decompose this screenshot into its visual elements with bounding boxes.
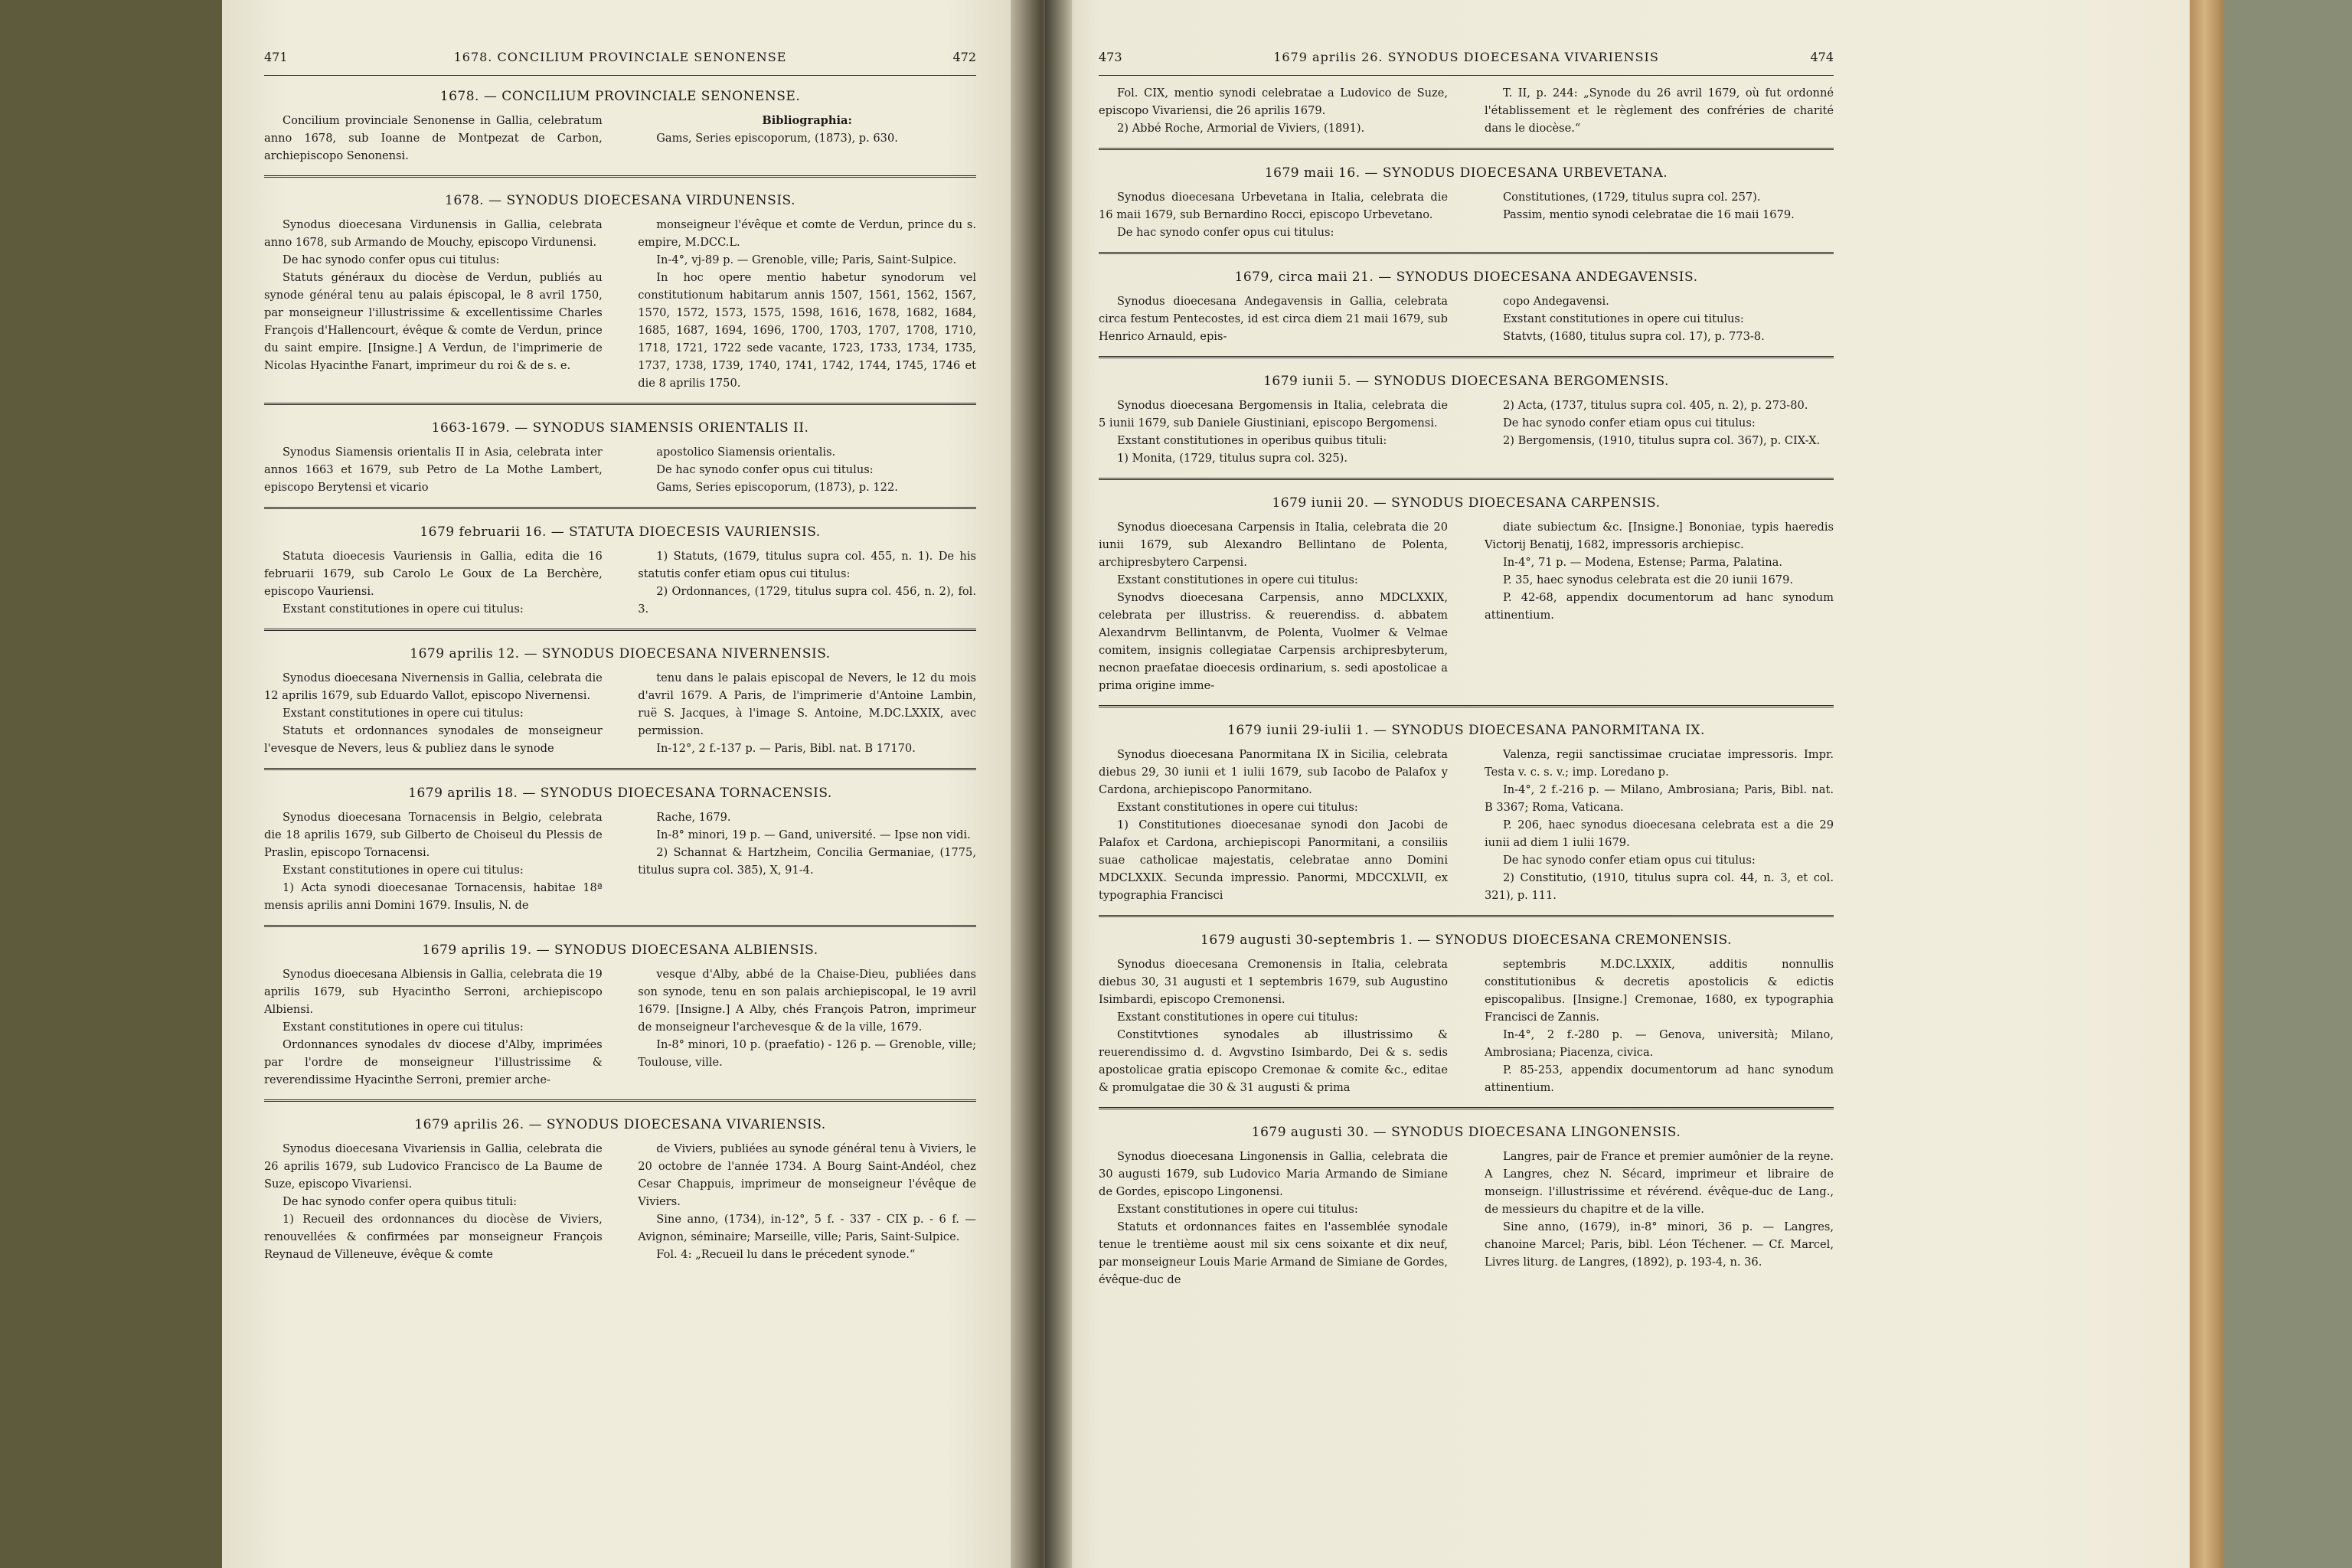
entry-heading: 1679 augusti 30. — SYNODUS DIOECESANA LINGONENSIS. <box>1251 1125 1681 1140</box>
entry-columns <box>264 808 976 914</box>
paragraph: In-4°, 2 f.-216 p. — Milano, Ambrosiana; Paris, Bibl. nat. B 3367; Roma, Vaticana. <box>1485 783 1834 814</box>
entry-columns <box>1099 292 1834 345</box>
paragraph: 2) Bergomensis, (1910, titulus supra col. 367), p. CIX-X. <box>1503 434 1821 447</box>
synod-entry <box>1099 478 1834 697</box>
entry-heading: 1663-1679. — SYNODUS SIAMENSIS ORIENTALIS II. <box>431 420 809 436</box>
paragraph: Constitvtiones synodales ab illustrissimo & reuerendissimo d. d. Avgvstino Isimbardo, Dei & s. sedis apostolicae gratia episcopo Cremonae & comite &c., editae & promulgatae die 30 & 31 augusti & prima <box>1099 1028 1448 1094</box>
entry-columns <box>1099 746 1834 904</box>
paragraph: Synodus dioecesana Cremonensis in Italia, celebrata diebus 30, 31 augusti et 1 septembris 1679, sub Augustino Isimbardi, episcopo Cremonensi. <box>1099 958 1448 1006</box>
page-edges <box>2190 0 2223 1568</box>
text-column <box>638 1140 976 1263</box>
header-rule <box>1099 75 1834 76</box>
paragraph: 2) Abbé Roche, Armorial de Viviers, (1891). <box>1117 122 1365 135</box>
paragraph: Gams, Series episcoporum, (1873), p. 122. <box>656 481 898 494</box>
synod-entry <box>264 629 976 760</box>
synod-entry <box>264 403 976 499</box>
text-column <box>1485 956 1834 1096</box>
paragraph: Synodus dioecesana Andegavensis in Gallia, celebrata circa festum Pentecostes, id est circa diem 21 maii 1679, sub Henrico Arnauld, epis- <box>1099 295 1448 343</box>
entry-columns <box>264 1140 976 1263</box>
text-column <box>638 216 976 392</box>
text-column <box>638 808 976 914</box>
paragraph: Statvts, (1680, titulus supra col. 17), p. 773-8. <box>1503 330 1765 343</box>
paragraph: 1) Constitutiones dioecesanae synodi don Jacobi de Palafox et Cardona, archiepiscopi Panormitani, a consiliis suae catholicae majestatis, celebratae anno Domini MDCLXXIX. Secunda impressio. Panormi, MDCCXLVII, ex typographia Francisci <box>1099 818 1448 902</box>
right-entries <box>1099 80 1834 1292</box>
paragraph: Rache, 1679. <box>656 811 731 824</box>
entry-heading: 1679, circa maii 21. — SYNODUS DIOECESANA ANDEGAVENSIS. <box>1234 270 1698 285</box>
text-column <box>1485 1148 1834 1289</box>
running-title: 1679 aprilis 26. SYNODUS DIOECESANA VIVARIENSIS <box>1273 50 1659 64</box>
synod-entry <box>1099 1107 1834 1292</box>
paragraph: diate subiectum &c. [Insigne.] Bononiae, typis haeredis Victorij Benatij, 1682, impressoris archiepisc. <box>1485 521 1834 551</box>
paragraph: Passim, mentio synodi celebratae die 16 maii 1679. <box>1503 208 1795 221</box>
paragraph: Exstant constitutiones in operibus quibus tituli: <box>1117 434 1387 447</box>
entry-heading: 1679 aprilis 26. — SYNODUS DIOECESANA VIVARIENSIS. <box>414 1117 826 1132</box>
paragraph: Synodvs dioecesana Carpensis, anno MDCLXXIX, celebrata per illustriss. & reuerendiss. d. abbatem Alexandrvm Bellintanvm, de Polenta, Vuolmer & Velmae comitem, insignis collegiatae Carpensis archipresbyterum, necnon praefatae dioecesis ordinarium, s. sedi apostolicae a prima origine imme- <box>1099 591 1448 692</box>
synod-entry <box>264 768 976 917</box>
text-column <box>1099 292 1448 345</box>
synod-entry <box>1099 356 1834 470</box>
paragraph: P. 85-253, appendix documentorum ad hanc synodum attinentium. <box>1485 1063 1834 1094</box>
text-column <box>264 216 603 392</box>
paragraph: de Viviers, publiées au synode général tenu à Viviers, le 20 octobre de l'année 1734. A Bourg Saint-Andéol, chez Cesar Chappuis, imprimeur de monseigneur l'évêque de Viviers. <box>638 1142 976 1208</box>
paragraph: Fol. CIX, mentio synodi celebratae a Ludovico de Suze, episcopo Vivariensi, die 26 aprilis 1679. <box>1099 87 1448 117</box>
paragraph: Exstant constitutiones in opere cui titulus: <box>1117 1011 1358 1024</box>
synod-entry <box>1099 915 1834 1099</box>
paragraph: Gams, Series episcoporum, (1873), p. 630. <box>656 132 898 145</box>
paragraph: In-4°, vj-89 p. — Grenoble, ville; Paris, Saint-Sulpice. <box>656 253 957 266</box>
entry-heading: 1678. — SYNODUS DIOECESANA VIRDUNENSIS. <box>445 193 795 208</box>
paragraph: Concilium provinciale Senonense in Gallia, celebratum anno 1678, sub Ioanne de Montpezat de Carbon, archiepiscopo Senonensi. <box>264 114 603 162</box>
paragraph: 2) Ordonnances, (1729, titulus supra col. 456, n. 2), fol. 3. <box>638 585 976 616</box>
synod-entry <box>264 507 976 621</box>
background-left <box>0 0 253 1568</box>
entry-columns <box>264 112 976 165</box>
paragraph: Fol. 4: „Recueil lu dans le précedent synode.“ <box>656 1248 916 1261</box>
paragraph: Valenza, regii sanctissimae cruciatae impressoris. Impr. Testa v. c. s. v.; imp. Loredano p. <box>1485 748 1834 779</box>
text-column <box>264 443 603 496</box>
paragraph: Sine anno, (1734), in-12°, 5 f. - 337 - CIX p. - 6 f. — Avignon, séminaire; Marseille, ville; Paris, Saint-Sulpice. <box>638 1213 976 1243</box>
text-column <box>1485 746 1834 904</box>
paragraph: In-12°, 2 f.-137 p. — Paris, Bibl. nat. B 17170. <box>656 742 916 755</box>
paragraph: Exstant constitutiones in opere cui titulus: <box>1117 1203 1358 1216</box>
page-number-474: 474 <box>1810 50 1834 64</box>
synod-entry <box>1099 705 1834 907</box>
paragraph: Statuta dioecesis Vauriensis in Gallia, edita die 16 februarii 1679, sub Carolo Le Goux de La Berchère, episcopo Vauriensi. <box>264 550 603 598</box>
entry-heading: 1679 aprilis 18. — SYNODUS DIOECESANA TORNACENSIS. <box>408 786 832 801</box>
entry-heading: 1679 iunii 5. — SYNODUS DIOECESANA BERGOMENSIS. <box>1263 374 1669 389</box>
text-column <box>1099 397 1448 467</box>
page-number-471: 471 <box>264 50 288 64</box>
text-column <box>1099 956 1448 1096</box>
right-page <box>1053 0 2190 1568</box>
paragraph: Statuts généraux du diocèse de Verdun, publiés au synode général tenu au palais épiscopal, le 8 avril 1750, par monseigneur l'illustrissime & excellentissime Charles François d'Hallencourt, évêque & comte de Verdun, prince du saint empire. [Insigne.] A Verdun, de l'imprimerie de Nicolas Hyacinthe Fanart, imprimeur du roi & de s. e. <box>264 271 603 372</box>
gutter-shadow <box>1045 0 1076 1568</box>
paragraph: septembris M.DC.LXXIX, additis nonnullis constitutionibus & decretis apostolicis & edictis episcopalibus. [Insigne.] Cremonae, 1680, ex typographia Francisci de Zannis. <box>1485 958 1834 1024</box>
entry-heading: 1679 aprilis 12. — SYNODUS DIOECESANA NIVERNENSIS. <box>410 646 831 662</box>
text-column <box>638 965 976 1089</box>
paragraph: In-4°, 2 f.-280 p. — Genova, università; Milano, Ambrosiana; Piacenza, civica. <box>1485 1028 1834 1059</box>
paragraph: De hac synodo confer opus cui titulus: <box>656 463 874 476</box>
paragraph: Exstant constitutiones in opere cui titulus: <box>283 864 524 877</box>
paragraph: Langres, pair de France et premier aumônier de la reyne. A Langres, chez N. Sécard, imprimeur et libraire de monseign. l'illustrissime et révérend. évêque-duc de Lang., de messieurs du chapitre et de la ville. <box>1485 1150 1834 1216</box>
entry-heading: 1679 augusti 30-septembris 1. — SYNODUS DIOECESANA CREMONENSIS. <box>1200 933 1732 948</box>
synod-entry <box>1099 80 1834 140</box>
running-head-left <box>264 50 976 73</box>
paragraph: tenu dans le palais episcopal de Nevers, le 12 du mois d'avril 1679. A Paris, de l'imprimerie d'Antoine Lambin, ruë S. Jacques, à l'image S. Antoine, M.DC.LXXIX, avec permission. <box>638 671 976 737</box>
paragraph: Synodus dioecesana Lingonensis in Gallia, celebrata die 30 augusti 1679, sub Ludovico Maria Armando de Simiane de Gordes, episcopo Lingonensi. <box>1099 1150 1448 1198</box>
running-title: 1678. CONCILIUM PROVINCIALE SENONENSE <box>453 50 787 64</box>
entry-columns <box>1099 956 1834 1096</box>
synod-entry <box>264 80 976 168</box>
text-column <box>1485 397 1834 467</box>
paragraph: Sine anno, (1679), in-8° minori, 36 p. — Langres, chanoine Marcel; Paris, bibl. Léon Téchener. — Cf. Marcel, Livres liturg. de Langres, (1892), p. 193-4, n. 36. <box>1485 1220 1834 1269</box>
entry-heading: 1679 februarii 16. — STATUTA DIOECESIS VAURIENSIS. <box>420 524 821 540</box>
paragraph: Exstant constitutiones in opere cui titulus: <box>283 603 524 616</box>
paragraph: Synodus dioecesana Vivariensis in Gallia, celebrata die 26 aprilis 1679, sub Ludovico Francisco de La Baume de Suze, episcopo Vivariensi. <box>264 1142 603 1191</box>
paragraph: 2) Acta, (1737, titulus supra col. 405, n. 2), p. 273-80. <box>1503 399 1808 412</box>
synod-entry <box>1099 252 1834 348</box>
paragraph: P. 206, haec synodus dioecesana celebrata est a die 29 iunii ad diem 1 iulii 1679. <box>1485 818 1834 849</box>
paragraph: Synodus dioecesana Albiensis in Gallia, celebrata die 19 aprilis 1679, sub Hyacintho Serroni, archiepiscopo Albiensi. <box>264 968 603 1016</box>
paragraph: Constitutiones, (1729, titulus supra col. 257). <box>1503 191 1761 204</box>
text-column <box>1485 188 1834 241</box>
text-column <box>638 547 976 618</box>
text-column <box>1485 518 1834 694</box>
entry-heading: 1679 iunii 29-iulii 1. — SYNODUS DIOECESANA PANORMITANA IX. <box>1227 723 1705 738</box>
paragraph: copo Andegavensi. <box>1503 295 1609 308</box>
entry-columns <box>1099 1148 1834 1289</box>
left-entries <box>264 80 976 1266</box>
paragraph: 1) Statuts, (1679, titulus supra col. 455, n. 1). De his statutis confer etiam opus cui titulus: <box>638 550 976 580</box>
paragraph: monseigneur l'évêque et comte de Verdun, prince du s. empire, M.DCC.L. <box>638 218 976 249</box>
paragraph: Statuts et ordonnances synodales de monseigneur l'evesque de Nevers, leus & publiez dans le synode <box>264 724 603 755</box>
paragraph: De hac synodo confer etiam opus cui titulus: <box>1503 854 1756 867</box>
paragraph: vesque d'Alby, abbé de la Chaise-Dieu, publiées dans son synode, tenu en son palais archiepiscopal, le 19 avril 1679. [Insigne.] A Alby, chés François Patron, imprimeur de monseigneur l'archevesque & de la ville, 1679. <box>638 968 976 1034</box>
entry-columns <box>264 216 976 392</box>
paragraph: In-4°, 71 p. — Modena, Estense; Parma, Palatina. <box>1503 556 1782 569</box>
entry-columns <box>1099 518 1834 694</box>
paragraph: In-8° minori, 10 p. (praefatio) - 126 p. — Grenoble, ville; Toulouse, ville. <box>638 1038 976 1069</box>
entry-heading: 1679 maii 16. — SYNODUS DIOECESANA URBEVETANA. <box>1264 165 1668 181</box>
paragraph: De hac synodo confer opera quibus tituli: <box>283 1195 517 1208</box>
paragraph: In hoc opere mentio habetur synodorum vel constitutionum habitarum annis 1507, 1561, 1562, 1567, 1570, 1572, 1573, 1575, 1598, 1616, 1678, 1682, 1684, 1685, 1687, 1694, 1696, 1700, 1703, 1707, 1708, 1710, 1718, 1721, 1722 sede vacante, 1723, 1733, 1734, 1735, 1737, 1738, 1739, 1740, 1741, 1742, 1744, 1745, 1746 et die 8 aprilis 1750. <box>638 271 976 390</box>
paragraph: 2) Constitutio, (1910, titulus supra col. 44, n. 3, et col. 321), p. 111. <box>1485 871 1834 902</box>
entry-columns <box>264 965 976 1089</box>
entry-columns <box>1099 84 1834 137</box>
header-rule <box>264 75 976 76</box>
paragraph: In-8° minori, 19 p. — Gand, université. — Ipse non vidi. <box>656 828 971 841</box>
synod-entry <box>1099 148 1834 244</box>
entry-columns <box>1099 397 1834 467</box>
entry-columns <box>264 669 976 757</box>
text-column <box>638 669 976 757</box>
paragraph: 1) Monita, (1729, titulus supra col. 325). <box>1117 452 1348 465</box>
entry-heading: 1678. — CONCILIUM PROVINCIALE SENONENSE. <box>439 89 801 104</box>
text-column <box>1099 518 1448 694</box>
text-column <box>264 1140 603 1263</box>
entry-columns <box>264 443 976 496</box>
page-number-472: 472 <box>952 50 976 64</box>
synod-entry <box>264 925 976 1092</box>
paragraph: Synodus dioecesana Nivernensis in Gallia, celebrata die 12 aprilis 1679, sub Eduardo Vallot, episcopo Nivernensi. <box>264 671 603 702</box>
text-column <box>264 547 603 618</box>
left-page <box>222 0 1026 1568</box>
entry-columns <box>264 547 976 618</box>
paragraph: Statuts et ordonnances faites en l'assemblée synodale tenue le trentième aoust mil six cens soixante et dix neuf, par monseigneur Louis Marie Armand de Simiane de Gordes, évêque-duc de <box>1099 1220 1448 1286</box>
paragraph: P. 42-68, appendix documentorum ad hanc synodum attinentium. <box>1485 591 1834 622</box>
paragraph: 1) Recueil des ordonnances du diocèse de Viviers, renouvellées & confirmées par monseigneur François Reynaud de Villeneuve, évêque & comte <box>264 1213 603 1261</box>
paragraph: T. II, p. 244: „Synode du 26 avril 1679, où fut ordonné l'établissement et le règlement des confréries de charité dans le diocèse.“ <box>1485 87 1834 135</box>
paragraph: Synodus dioecesana Panormitana IX in Sicilia, celebrata diebus 29, 30 iunii et 1 iulii 1679, sub Iacobo de Palafox y Cardona, archiepiscopo Panormitano. <box>1099 748 1448 796</box>
paragraph: De hac synodo confer opus cui titulus: <box>1117 226 1334 239</box>
text-column <box>1099 84 1448 137</box>
paragraph: Synodus dioecesana Urbevetana in Italia, celebrata die 16 maii 1679, sub Bernardino Rocci, episcopo Urbevetano. <box>1099 191 1448 221</box>
paragraph: Exstant constitutiones in opere cui titulus: <box>1117 573 1358 586</box>
paragraph: Synodus dioecesana Tornacensis in Belgio, celebrata die 18 aprilis 1679, sub Gilberto de Choiseul du Plessis de Praslin, episcopo Tornacensi. <box>264 811 603 859</box>
text-column <box>1485 292 1834 345</box>
page-number-473: 473 <box>1099 50 1122 64</box>
paragraph: De hac synodo confer opus cui titulus: <box>283 253 500 266</box>
paragraph: 2) Schannat & Hartzheim, Concilia Germaniae, (1775, titulus supra col. 385), X, 91-4. <box>638 846 976 877</box>
paragraph: Exstant constitutiones in opere cui titulus: <box>1503 312 1744 325</box>
paragraph: De hac synodo confer etiam opus cui titulus: <box>1503 416 1756 430</box>
synod-entry <box>264 1099 976 1266</box>
paragraph: Exstant constitutiones in opere cui titulus: <box>283 1021 524 1034</box>
paragraph: P. 35, haec synodus celebrata est die 20 iunii 1679. <box>1503 573 1794 586</box>
entry-columns <box>1099 188 1834 241</box>
paragraph: Exstant constitutiones in opere cui titulus: <box>1117 801 1358 814</box>
entry-heading: 1679 iunii 20. — SYNODUS DIOECESANA CARPENSIS. <box>1272 495 1661 511</box>
paragraph: Synodus dioecesana Virdunensis in Gallia, celebrata anno 1678, sub Armando de Mouchy, episcopo Virdunensi. <box>264 218 603 249</box>
text-column <box>264 112 603 165</box>
paragraph: Synodus dioecesana Carpensis in Italia, celebrata die 20 iunii 1679, sub Alexandro Bellintano de Polenta, archipresbytero Carpensi. <box>1099 521 1448 569</box>
text-column <box>264 808 603 914</box>
text-column <box>1485 84 1834 137</box>
text-column <box>264 669 603 757</box>
paragraph: Ordonnances synodales dv diocese d'Alby, imprimées par l'ordre de monseigneur l'illustrissime & reverendissime Hyacinthe Serroni, premier arche- <box>264 1038 603 1086</box>
text-column <box>1099 746 1448 904</box>
text-column <box>638 112 976 165</box>
entry-heading: 1679 aprilis 19. — SYNODUS DIOECESANA ALBIENSIS. <box>422 942 818 958</box>
paragraph: Synodus Siamensis orientalis II in Asia, celebrata inter annos 1663 et 1679, sub Petro de La Mothe Lambert, episcopo Berytensi et vicario <box>264 446 603 494</box>
paragraph: Exstant constitutiones in opere cui titulus: <box>283 707 524 720</box>
text-column <box>638 443 976 496</box>
paragraph: apostolico Siamensis orientalis. <box>656 446 836 459</box>
paragraph: 1) Acta synodi dioecesanae Tornacensis, habitae 18ª mensis aprilis anni Domini 1679. Insulis, N. de <box>264 881 603 912</box>
synod-entry <box>264 175 976 395</box>
paragraph: Bibliographia: <box>762 114 852 127</box>
running-head-right <box>1099 50 1834 73</box>
paragraph: Synodus dioecesana Bergomensis in Italia, celebrata die 5 iunii 1679, sub Daniele Giustiniani, episcopo Bergomensi. <box>1099 399 1448 430</box>
text-column <box>1099 1148 1448 1289</box>
text-column <box>264 965 603 1089</box>
text-column <box>1099 188 1448 241</box>
